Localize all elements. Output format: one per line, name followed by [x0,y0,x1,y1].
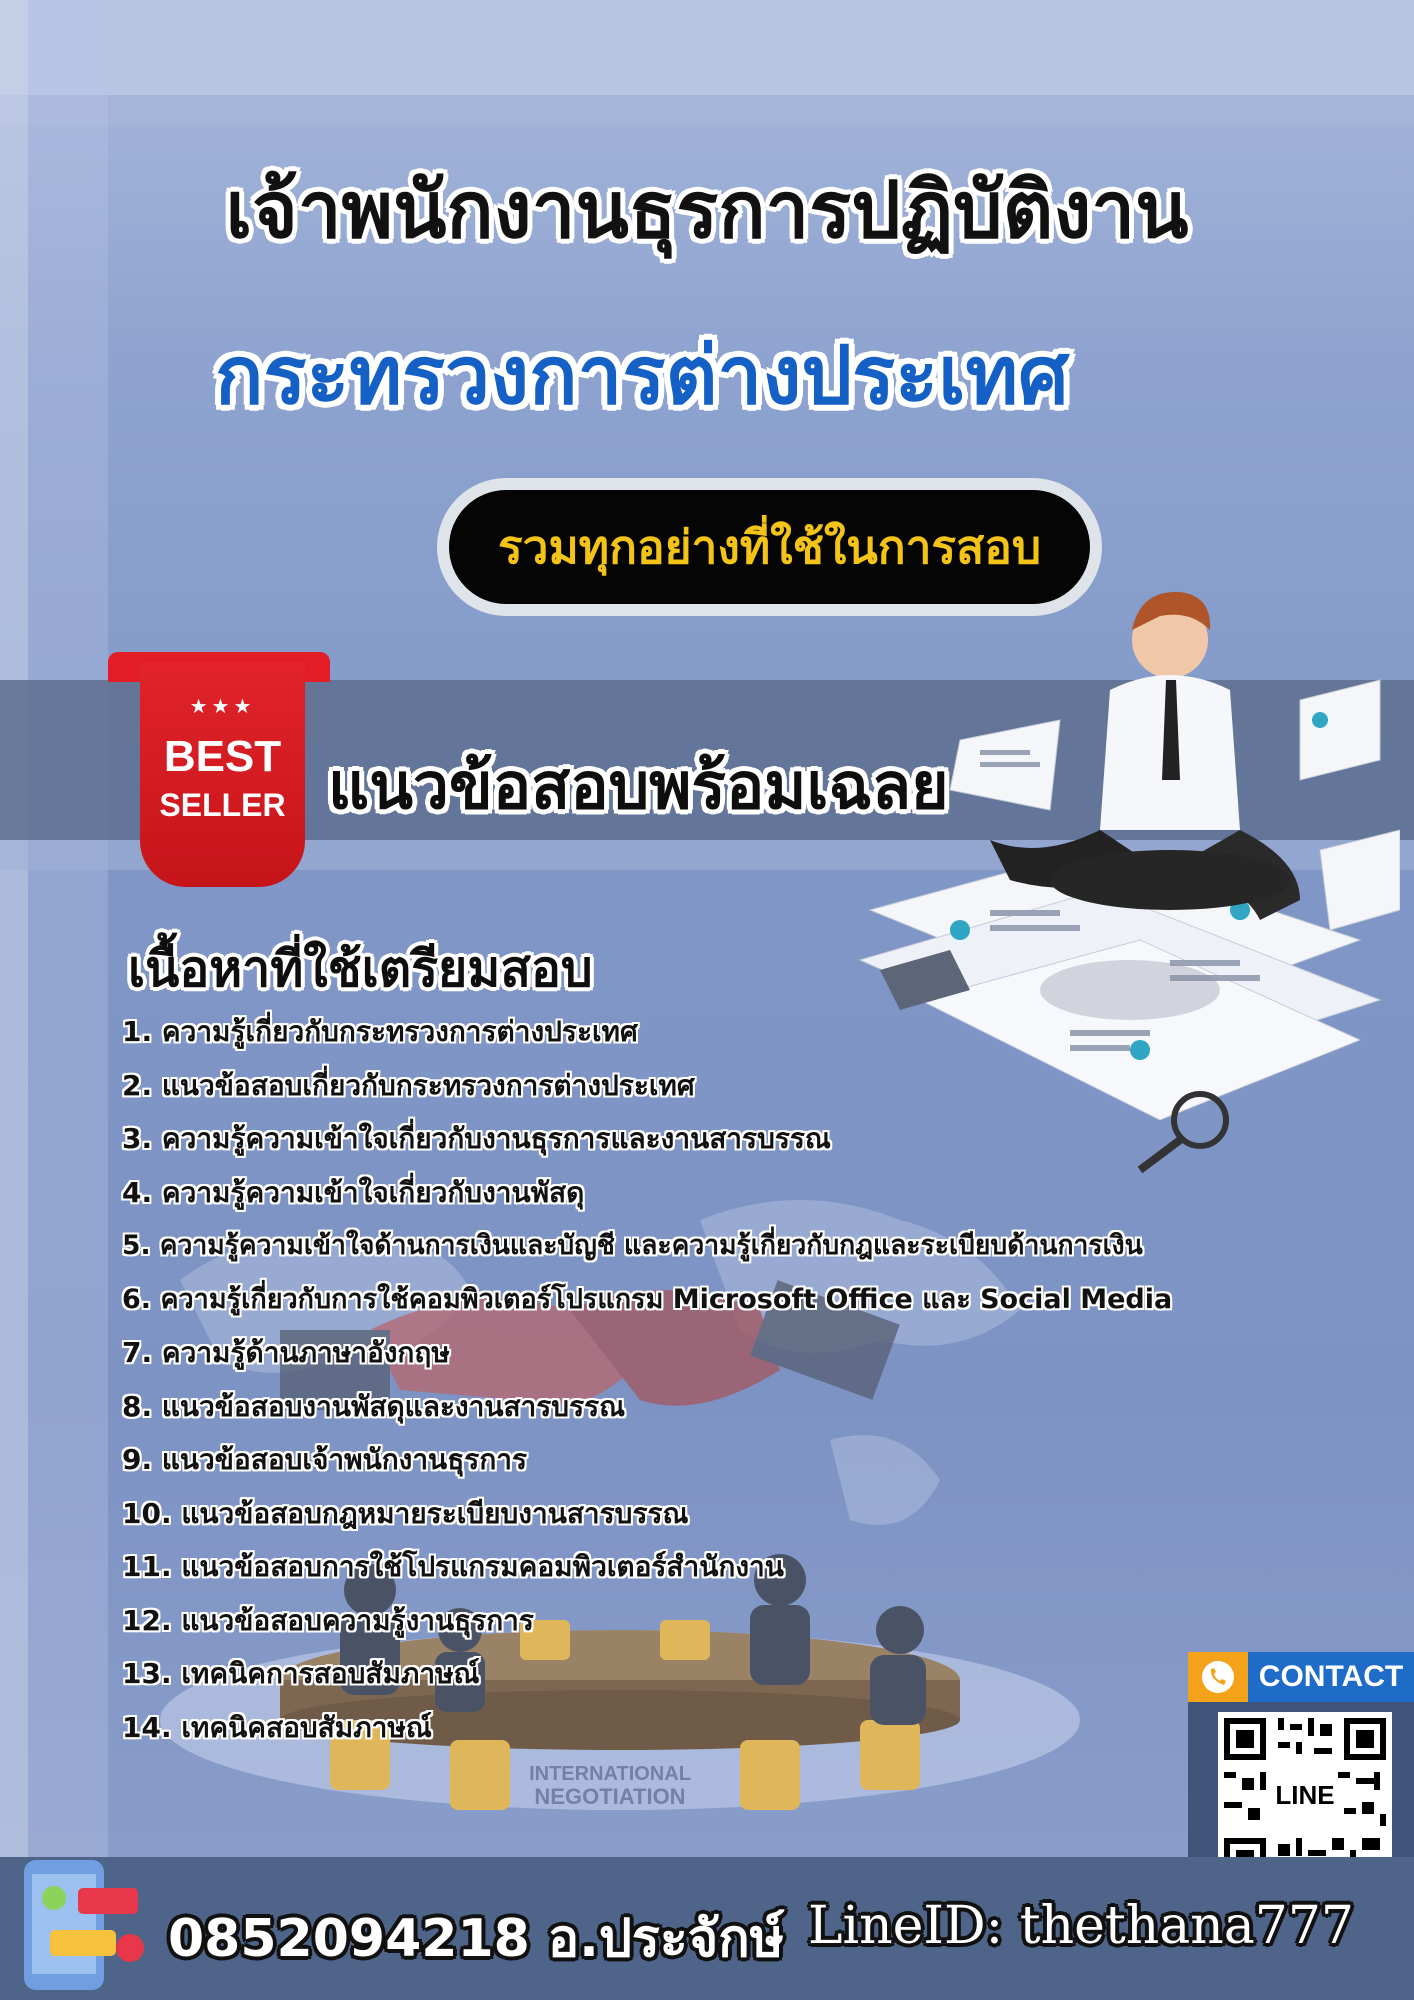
badge-line1: BEST [163,732,282,781]
content-heading: เนื้อหาที่ใช้เตรียมสอบ [128,940,593,998]
subtitle: แนวข้อสอบพร้อมเฉลย [328,750,949,824]
badge-line2: SELLER [159,787,286,823]
watermark-line2: NEGOTIATION [534,1784,686,1809]
stars-icon: ★★★ [189,694,256,718]
list-item: 3. ความรู้ความเข้าใจเกี่ยวกับงานธุรการและงานสารบรรณ [122,1122,831,1155]
content-list [122,1005,1362,1754]
list-item: 13. เทคนิคการสอบสัมภาษณ์ [122,1657,480,1690]
list-item: 11. แนวข้อสอบการใช้โปรแกรมคอมพิวเตอร์สำนักงาน [122,1550,784,1583]
left-stripe-secondary [28,0,108,2000]
tagline-pill [437,478,1102,616]
list-item: 10. แนวข้อสอบกฎหมายระเบียบงานสารบรรณ [122,1496,689,1530]
tagline-text: รวมทุกอย่างที่ใช้ในการสอบ [449,490,1090,604]
list-item: 1. ความรู้เกี่ยวกับกระทรวงการต่างประเทศ [122,1015,638,1048]
phone-icon [1188,1652,1256,1702]
list-item: 2. แนวข้อสอบเกี่ยวกับกระทรวงการต่างประเทศ [122,1068,695,1102]
qr-line-label: LINE [1275,1780,1335,1810]
top-band-secondary [0,95,1414,125]
contact-us-banner[interactable] [1188,1652,1414,1702]
list-item: 6. ความรู้เกี่ยวกับการใช้คอมพิวเตอร์โปรแกรม Microsoft Office และ Social Media [122,1283,1173,1315]
footer-phone[interactable]: 0852094218 อ.ประจักษ์ [168,1909,785,1969]
contact-card-icon [20,1860,160,1990]
list-item: 9. แนวข้อสอบเจ้าพนักงานธุรการ [122,1443,528,1476]
contact-us-label: CONTACT [1248,1652,1414,1702]
list-item: 5. ความรู้ความเข้าใจด้านการเงินและบัญชี และความรู้เกี่ยวกับกฎและระเบียบด้านการเงิน [122,1230,1143,1261]
top-band [0,0,1414,95]
footer-line-id[interactable]: LineID: thethana777 [808,1896,1354,1956]
list-item: 4. ความรู้ความเข้าใจเกี่ยวกับงานพัสดุ [122,1175,585,1209]
list-item: 14. เทคนิคสอบสัมภาษณ์ [122,1710,432,1744]
list-item: 8. แนวข้อสอบงานพัสดุและงานสารบรรณ [122,1389,626,1423]
list-item: 12. แนวข้อสอบความรู้งานธุรการ [122,1603,534,1637]
left-stripe [0,0,28,2000]
best-seller-badge [108,652,330,887]
page-title: เจ้าพนักงานธุรการปฏิบัติงาน [225,166,1189,256]
organization-title: กระทรวงการต่างประเทศ [215,329,1069,422]
list-item: 7. ความรู้ด้านภาษาอังกฤษ [122,1336,450,1369]
badge-ribbon [140,662,305,887]
watermark-line1: INTERNATIONAL [529,1763,691,1785]
